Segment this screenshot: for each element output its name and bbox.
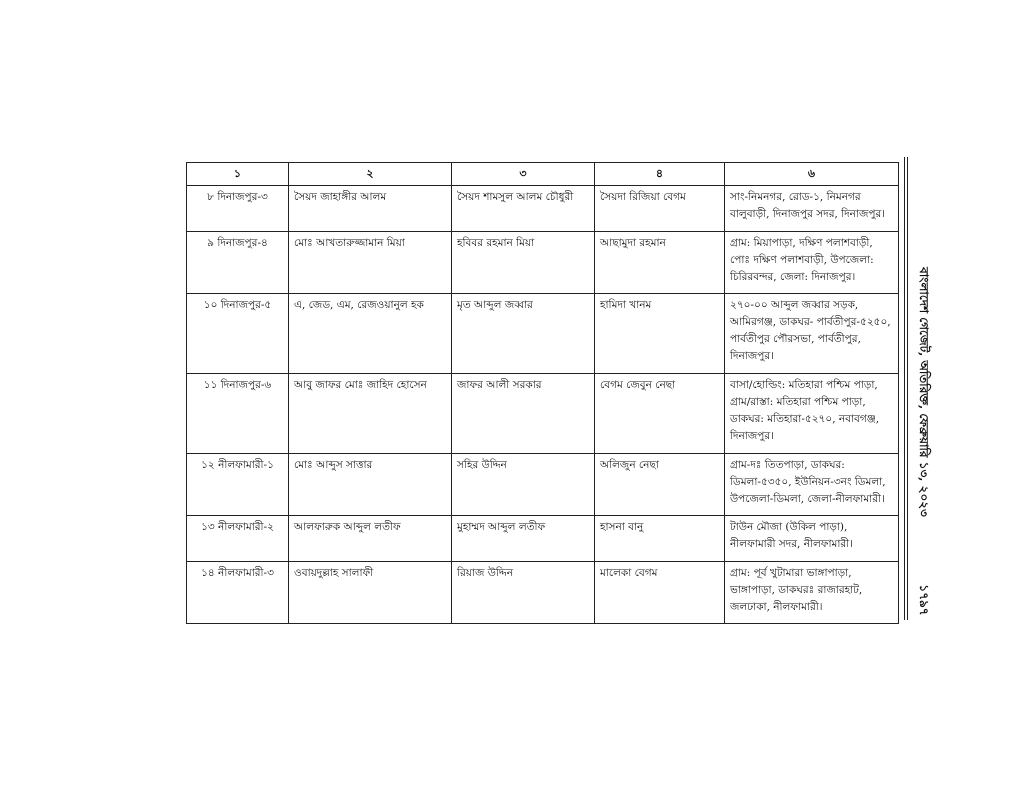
mother-name-cell: বেগম জেবুন নেছা: [595, 374, 725, 454]
candidate-table: [186, 162, 899, 624]
father-name-cell: হবিবর রহমান মিয়া: [452, 232, 595, 294]
father-name-cell: সৈয়দ শামসুল আলম চৌধুরী: [452, 186, 595, 232]
constituency-cell: ১৩ নীলফামারী-২: [187, 516, 289, 562]
candidate-name-cell: মোঃ আব্দুস সাত্তার: [289, 454, 452, 516]
page-number: ১৭৯৭: [917, 584, 931, 616]
column-header: ৬: [725, 163, 899, 186]
address-cell: ২৭০-০০ আব্দুল জব্বার সড়ক, আমিরগঞ্জ, ডাকঘর- পার্বতীপুর-৫২৫০, পার্বতীপুর পৌরসভা, পার্বতীপুর, দিনাজপুর।: [725, 294, 899, 374]
table-row: [187, 374, 899, 454]
constituency-cell: ১০ দিনাজপুর-৫: [187, 294, 289, 374]
header-row: [187, 163, 899, 186]
column-header: ৩: [452, 163, 595, 186]
constituency-cell: ১১ দিনাজপুর-৬: [187, 374, 289, 454]
table-row: [187, 186, 899, 232]
mother-name-cell: হাসনা বানু: [595, 516, 725, 562]
candidate-name-cell: আলফারুক আব্দুল লতীফ: [289, 516, 452, 562]
candidate-name-cell: সৈয়দ জাহাঙ্গীর আলম: [289, 186, 452, 232]
margin-rule: [904, 157, 905, 620]
mother-name-cell: সৈয়দা রিজিয়া বেগম: [595, 186, 725, 232]
father-name-cell: রিয়াজ উদ্দিন: [452, 562, 595, 624]
address-cell: সাং-নিমনগর, রোড-১, নিমনগর বালুবাড়ী, দিনাজপুর সদর, দিনাজপুর।: [725, 186, 899, 232]
candidate-name-cell: মোঃ আখতারুজ্জামান মিয়া: [289, 232, 452, 294]
mother-name-cell: আছামুদা রহমান: [595, 232, 725, 294]
address-cell: বাসা/হোল্ডিং: মতিহারা পশ্চিম পাড়া, গ্রাম/রাস্তা: মতিহারা পশ্চিম পাড়া, ডাকঘর: মতিহারা-৫২৭০, নবাবগঞ্জ, দিনাজপুর।: [725, 374, 899, 454]
column-header: ১: [187, 163, 289, 186]
table-row: [187, 516, 899, 562]
column-header: ৪: [595, 163, 725, 186]
column-header: ২: [289, 163, 452, 186]
margin-rule: [907, 157, 908, 620]
address-cell: টাউন মৌজা (উকিল পাড়া), নীলফামারী সদর, নীলফামারী।: [725, 516, 899, 562]
running-header: বাংলাদেশ গেজেট, অতিরিক্ত, ফেব্রুয়ারি ১৩, ২০২৩: [917, 267, 931, 517]
constituency-cell: ৮ দিনাজপুর-৩: [187, 186, 289, 232]
father-name-cell: মৃত আব্দুল জব্বার: [452, 294, 595, 374]
table-row: [187, 562, 899, 624]
address-cell: গ্রাম-দঃ তিতপাড়া, ডাকঘর: ডিমলা-৫৩৫০, ইউনিয়ন-৩নং ডিমলা, উপজেলা-ডিমলা, জেলা-নীলফামারী।: [725, 454, 899, 516]
address-cell: গ্রাম: মিয়াপাড়া, দক্ষিণ পলাশবাড়ী, পোঃ দক্ষিণ পলাশবাড়ী, উপজেলা: চিরিরবন্দর, জেলা: দিনাজপুর।: [725, 232, 899, 294]
constituency-cell: ৯ দিনাজপুর-৪: [187, 232, 289, 294]
mother-name-cell: মালেকা বেগম: [595, 562, 725, 624]
father-name-cell: জাফর আলী সরকার: [452, 374, 595, 454]
candidate-name-cell: আবু জাফর মোঃ জাহিদ হোসেন: [289, 374, 452, 454]
candidate-name-cell: ওবায়দুল্লাহ সালাফী: [289, 562, 452, 624]
constituency-cell: ১৪ নীলফামারী-৩: [187, 562, 289, 624]
table-row: [187, 454, 899, 516]
father-name-cell: মুহাম্মদ আব্দুল লতীফ: [452, 516, 595, 562]
father-name-cell: সহির উদ্দিন: [452, 454, 595, 516]
table-row: [187, 294, 899, 374]
table-row: [187, 232, 899, 294]
constituency-cell: ১২ নীলফামারী-১: [187, 454, 289, 516]
mother-name-cell: হামিদা খানম: [595, 294, 725, 374]
address-cell: গ্রাম: পূর্ব খুটামারা ভাঙ্গাপাড়া, ভাঙ্গাপাড়া, ডাকঘরঃ রাজারহাট, জলঢাকা, নীলফামারী।: [725, 562, 899, 624]
mother-name-cell: অলিজুন নেছা: [595, 454, 725, 516]
candidate-name-cell: এ, জেড, এম, রেজওয়ানুল হক: [289, 294, 452, 374]
